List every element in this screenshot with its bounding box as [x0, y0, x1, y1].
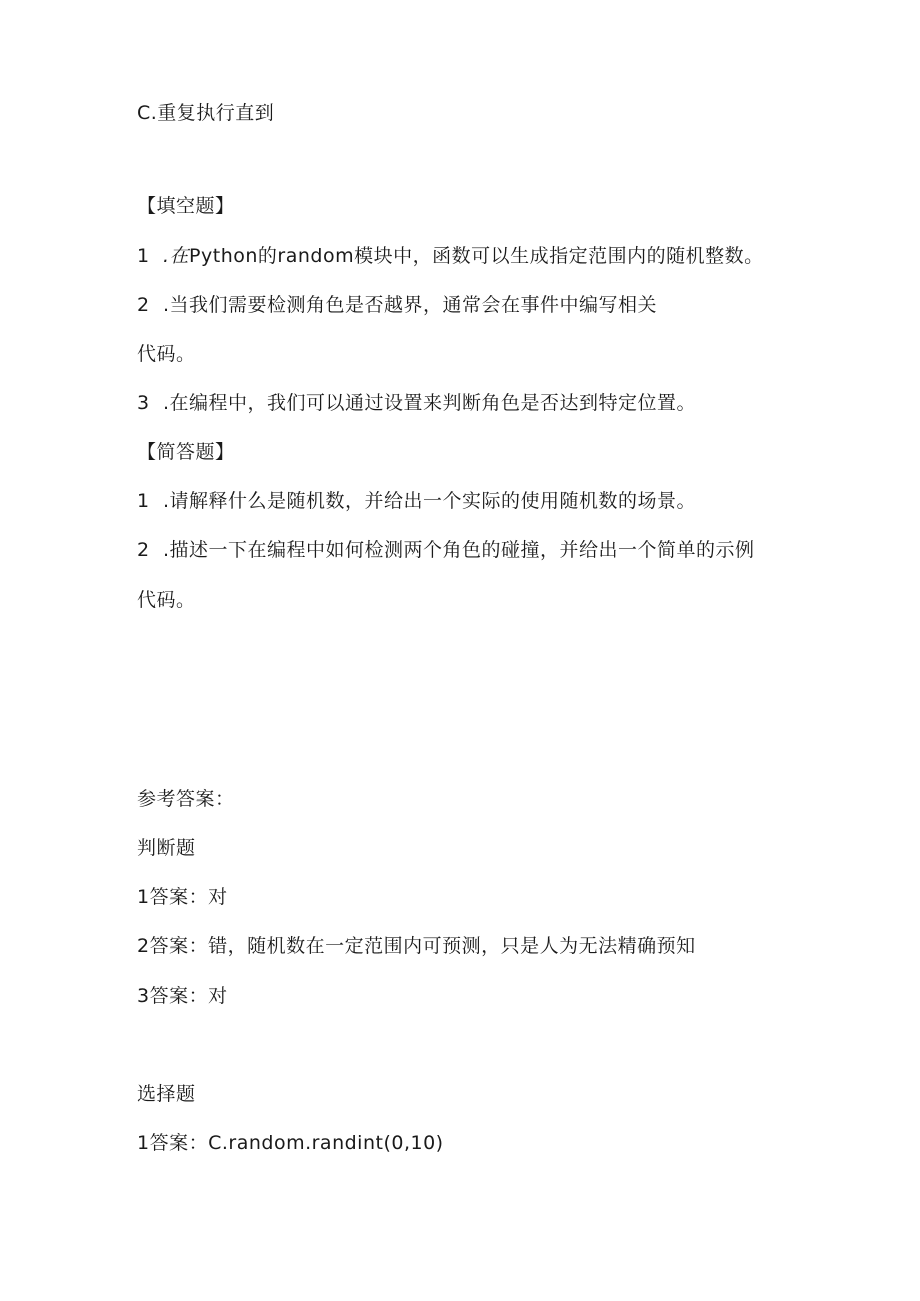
- item-number: 1: [137, 245, 150, 267]
- option-c: C.重复执行直到: [137, 102, 275, 124]
- answer-line: 1答案：对: [137, 886, 228, 908]
- item-text: .描述一下在编程中如何检测两个角色的碰撞，并给出一个简单的示例: [163, 539, 755, 561]
- answer-line: 3答案：对: [137, 985, 228, 1007]
- short-answer-item-1: [137, 489, 696, 513]
- item-number: 1: [137, 490, 150, 512]
- item-number: 3: [137, 392, 150, 414]
- short-answer-heading: 【简答题】: [137, 441, 235, 463]
- short-answer-item-2: [137, 538, 755, 562]
- item-text-italic: .在: [163, 245, 190, 267]
- item-number: 2: [137, 294, 150, 316]
- item-number: 2: [137, 539, 150, 561]
- fill-blank-item-2: [137, 293, 657, 317]
- short-answer-item-2-continuation: 代码。: [137, 589, 196, 611]
- fill-blank-heading: 【填空题】: [137, 195, 235, 217]
- item-text: .请解释什么是随机数，并给出一个实际的使用随机数的场景。: [163, 490, 697, 512]
- true-false-heading: 判断题: [137, 837, 196, 859]
- item-text: Python的random模块中，函数可以生成指定范围内的随机整数。: [189, 245, 764, 267]
- answers-title: 参考答案：: [137, 788, 235, 810]
- answer-line: 2答案：错，随机数在一定范围内可预测，只是人为无法精确预知: [137, 935, 696, 957]
- fill-blank-item-2-continuation: 代码。: [137, 343, 196, 365]
- choice-heading: 选择题: [137, 1083, 196, 1105]
- answer-line: 1答案：C.random.randint(0,10): [137, 1132, 444, 1154]
- item-text: .在编程中，我们可以通过设置来判断角色是否达到特定位置。: [163, 392, 697, 414]
- fill-blank-item-1: [137, 244, 764, 268]
- item-text: .当我们需要检测角色是否越界，通常会在事件中编写相关: [163, 294, 658, 316]
- fill-blank-item-3: [137, 391, 696, 415]
